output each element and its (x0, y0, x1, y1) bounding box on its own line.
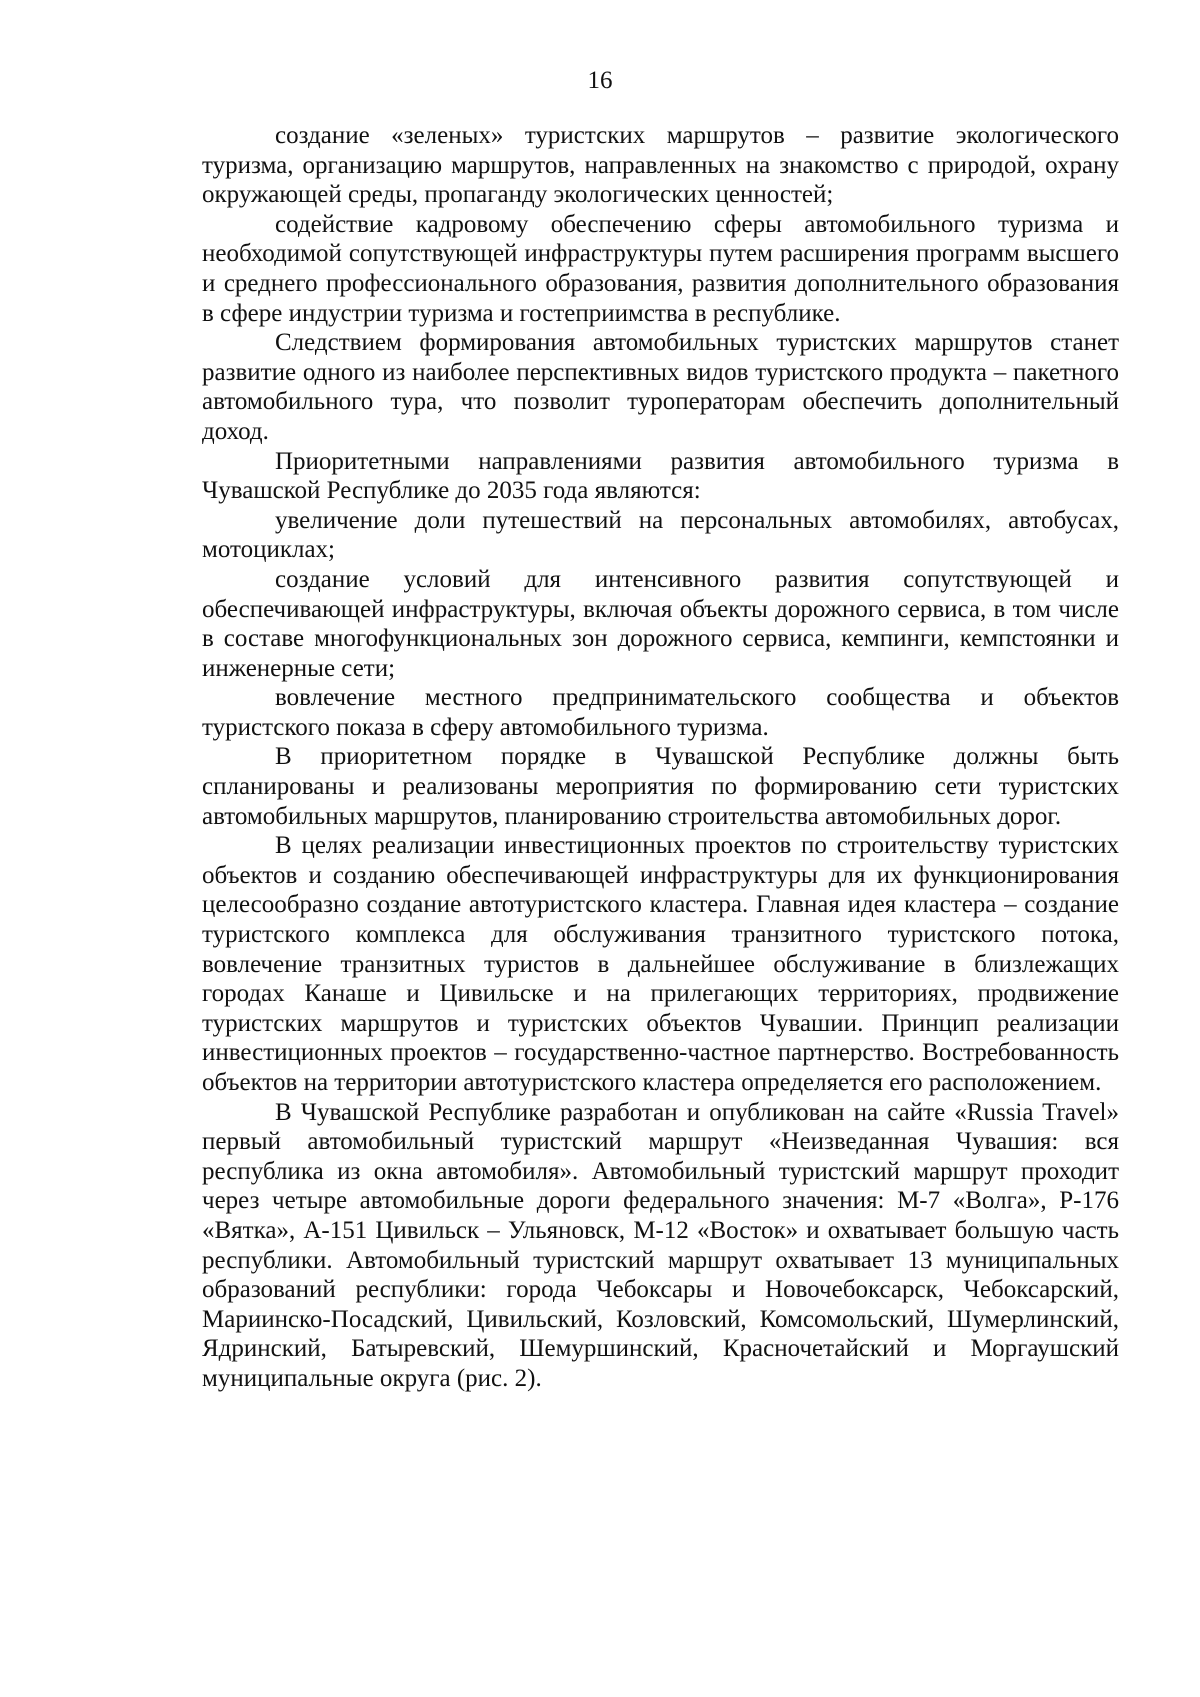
paragraph-staffing: содействие кадровому обеспечению сферы автомобильного туризма и необходимой сопутствующей инфраструктуры путем расширения программ высшего и среднего профессионального образования, развития дополнительного образования в сфере индустрии туризма и гостеприимства в республике. (202, 210, 1119, 327)
paragraph-route-network: В приоритетном порядке в Чувашской Республике должны быть спланированы и реализованы мероприятия по формированию сети туристских автомобильных маршрутов, планированию строительства автомобильных дорог. (202, 743, 1119, 830)
paragraph-first-route: В Чувашской Республике разработан и опубликован на сайте «Russia Travel» первый автомобильный туристский маршрут «Неизведанная Чувашия: вся республика из окна автомобиля». Автомобильный туристский маршрут проходит через четыре автомобильные дороги федерального значения: М-7 «Волга», Р-176 «Вятка», А-151 Цивильск – Ульяновск, М-12 «Восток» и охватывает большую часть республики. Автомобильный туристский маршрут охватывает 13 муниципальных образований республики: города Чебоксары и Новочебоксарск, Чебоксарский, Мариинско-Посадский, Цивильский, Козловский, Комсомольский, Шумерлинский, Ядринский, Батыревский, Шемуршинский, Красночетайский и Моргаушский муниципальные округа (рис. 2). (202, 1098, 1119, 1392)
paragraph-package-tour: Следствием формирования автомобильных туристских маршрутов станет развитие одного из наиболее перспективных видов туристского продукта – пакетного автомобильного тура, что позволит туроператорам обеспечить дополнительный доход. (202, 329, 1119, 445)
paragraph-travel-share: увеличение доли путешествий на персональных автомобилях, автобусах, мотоциклах; (202, 506, 1119, 564)
page-number: 16 (587, 67, 613, 94)
body-text (202, 121, 1119, 1394)
paragraph-auto-cluster: В целях реализации инвестиционных проектов по строительству туристских объектов и созданию обеспечивающей инфраструктуры для их функционирования целесообразно создание автотуристского кластера. Главная идея кластера – создание туристского комплекса для обслуживания транзитного туристского потока, вовлечение транзитных туристов в дальнейшее обслуживание в близлежащих городах Канаше и Цивильске и на прилегающих территориях, продвижение туристских маршрутов и туристских объектов Чувашии. Принцип реализации инвестиционных проектов – государственно-частное партнерство. Востребованность объектов на территории автотуристского кластера определяется его расположением. (202, 832, 1119, 1096)
paragraph-priorities-intro: Приоритетными направлениями развития автомобильного туризма в Чувашской Республике до 2035 года являются: (202, 447, 1119, 505)
paragraph-green-routes: создание «зеленых» туристских маршрутов – развитие экологического туризма, организацию маршрутов, направленных на знакомство с природой, охрану окружающей среды, пропаганду экологических ценностей; (202, 122, 1119, 209)
paragraph-business-involvement: вовлечение местного предпринимательского сообщества и объектов туристского показа в сферу автомобильного туризма. (202, 684, 1119, 741)
paragraph-infrastructure: создание условий для интенсивного развития сопутствующей и обеспечивающей инфраструктуры, включая объекты дорожного сервиса, в том числе в составе многофункциональных зон дорожного сервиса, кемпинги, кемпстоянки и инженерные сети; (202, 565, 1119, 682)
